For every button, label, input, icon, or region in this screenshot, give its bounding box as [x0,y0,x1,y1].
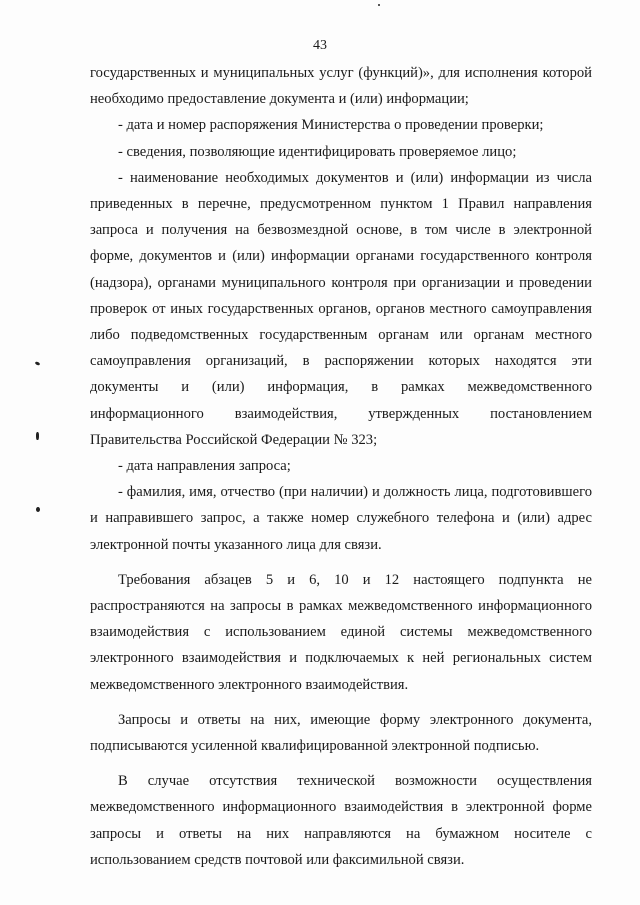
scan-speck [35,361,41,366]
paragraph-paper-fallback: В случае отсутствия технической возможности осуществления межведомственного информационного взаимодействия в электронной форме запросы и ответы на них направляются на бумажном носителе с использованием средств почтовой или факсимильной связи. [90,773,592,868]
scan-speck [36,507,40,512]
scan-speck [36,432,39,440]
page-number: 43 [313,38,327,53]
list-item-subject-info: - сведения, позволяющие идентифицировать проверяемое лицо; [118,143,517,160]
list-item-contact-person: - фамилия, имя, отчество (при наличии) и должность лица, подготовившего и направившего запрос, а также номер служебного телефона и (или) адрес электронной почты указанного лица для связи. [90,484,592,553]
list-item-documents-name: - наименование необходимых документов и (или) информации из числа приведенных в перечне, предусмотренном пунктом 1 Правил направления запроса и получения на безвозмездной основе, в том числе в электронной форме, документов и (или) информации органами государственного контроля (надзора), органами муниципального контроля при организации и проведении проверок от иных государственных органов, органов местного самоуправления либо подведомственных государственным органам или органам местного самоуправления организаций, в распоряжении которых находятся эти документы и (или) информация, в рамках межведомственного информационного взаимодействия, утвержденных постановлением Правительства Российской Федерации № 323; [90,169,592,448]
scan-speck [378,4,380,6]
paragraph-electronic-signature: Запросы и ответы на них, имеющие форму электронного документа, подписываются усиленной квалифицированной электронной подписью. [90,711,592,755]
list-item-order-date: - дата и номер распоряжения Министерства о проведении проверки; [118,117,544,134]
paragraph-continuation: государственных и муниципальных услуг (функций)», для исполнения которой необходимо предоставление документа и (или) информации; [90,65,592,108]
list-item-request-date: - дата направления запроса; [118,458,291,475]
document-body [90,60,592,873]
paragraph-requirements: Требования абзацев 5 и 6, 10 и 12 настоящего подпункта не распространяются на запросы в рамках межведомственного информационного взаимодействия с использованием единой системы межведомственного электронного взаимодействия и подключаемых к ней региональных систем межведомственного электронного взаимодействия. [90,571,592,693]
